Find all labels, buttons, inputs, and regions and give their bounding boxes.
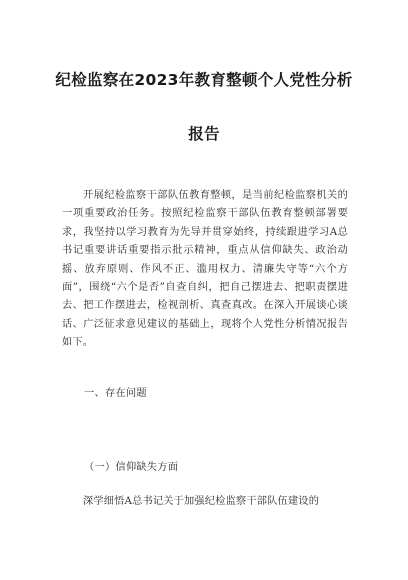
section-heading: 一、存在问题 (84, 388, 147, 399)
document-title: 纪检监察在2023年教育整顿个人党性分析 (55, 71, 353, 89)
body-paragraph: 深学细悟A总书记关于加强纪检监察干部队伍建设的 (83, 496, 320, 507)
subsection-heading: （一）信仰缺失方面 (84, 462, 179, 473)
intro-paragraph: 开展纪检监察干部队伍教育整顿，是当前纪检监察机关的一项重要政治任务。按照纪检监察干部队伍教育整顿部署要求，我坚持以学习教育为先导并贯穿始终，持续跟进学习A总书记重要讲话重要指示批示精神，重点从信仰缺失、政治动摇、放弃原则、作风不正、滥用权力、清廉失守等“六个方面”，围绕“六个是否”自查自纠，把自己摆进去、把职责摆进去、把工作摆进去，检视剖析、真查真改。在深入开展谈心谈话、广泛征求意见建议的基础上，现将个人党性分析情况报告如下。 (62, 190, 348, 349)
document-title-continued: 报告 (188, 125, 220, 143)
